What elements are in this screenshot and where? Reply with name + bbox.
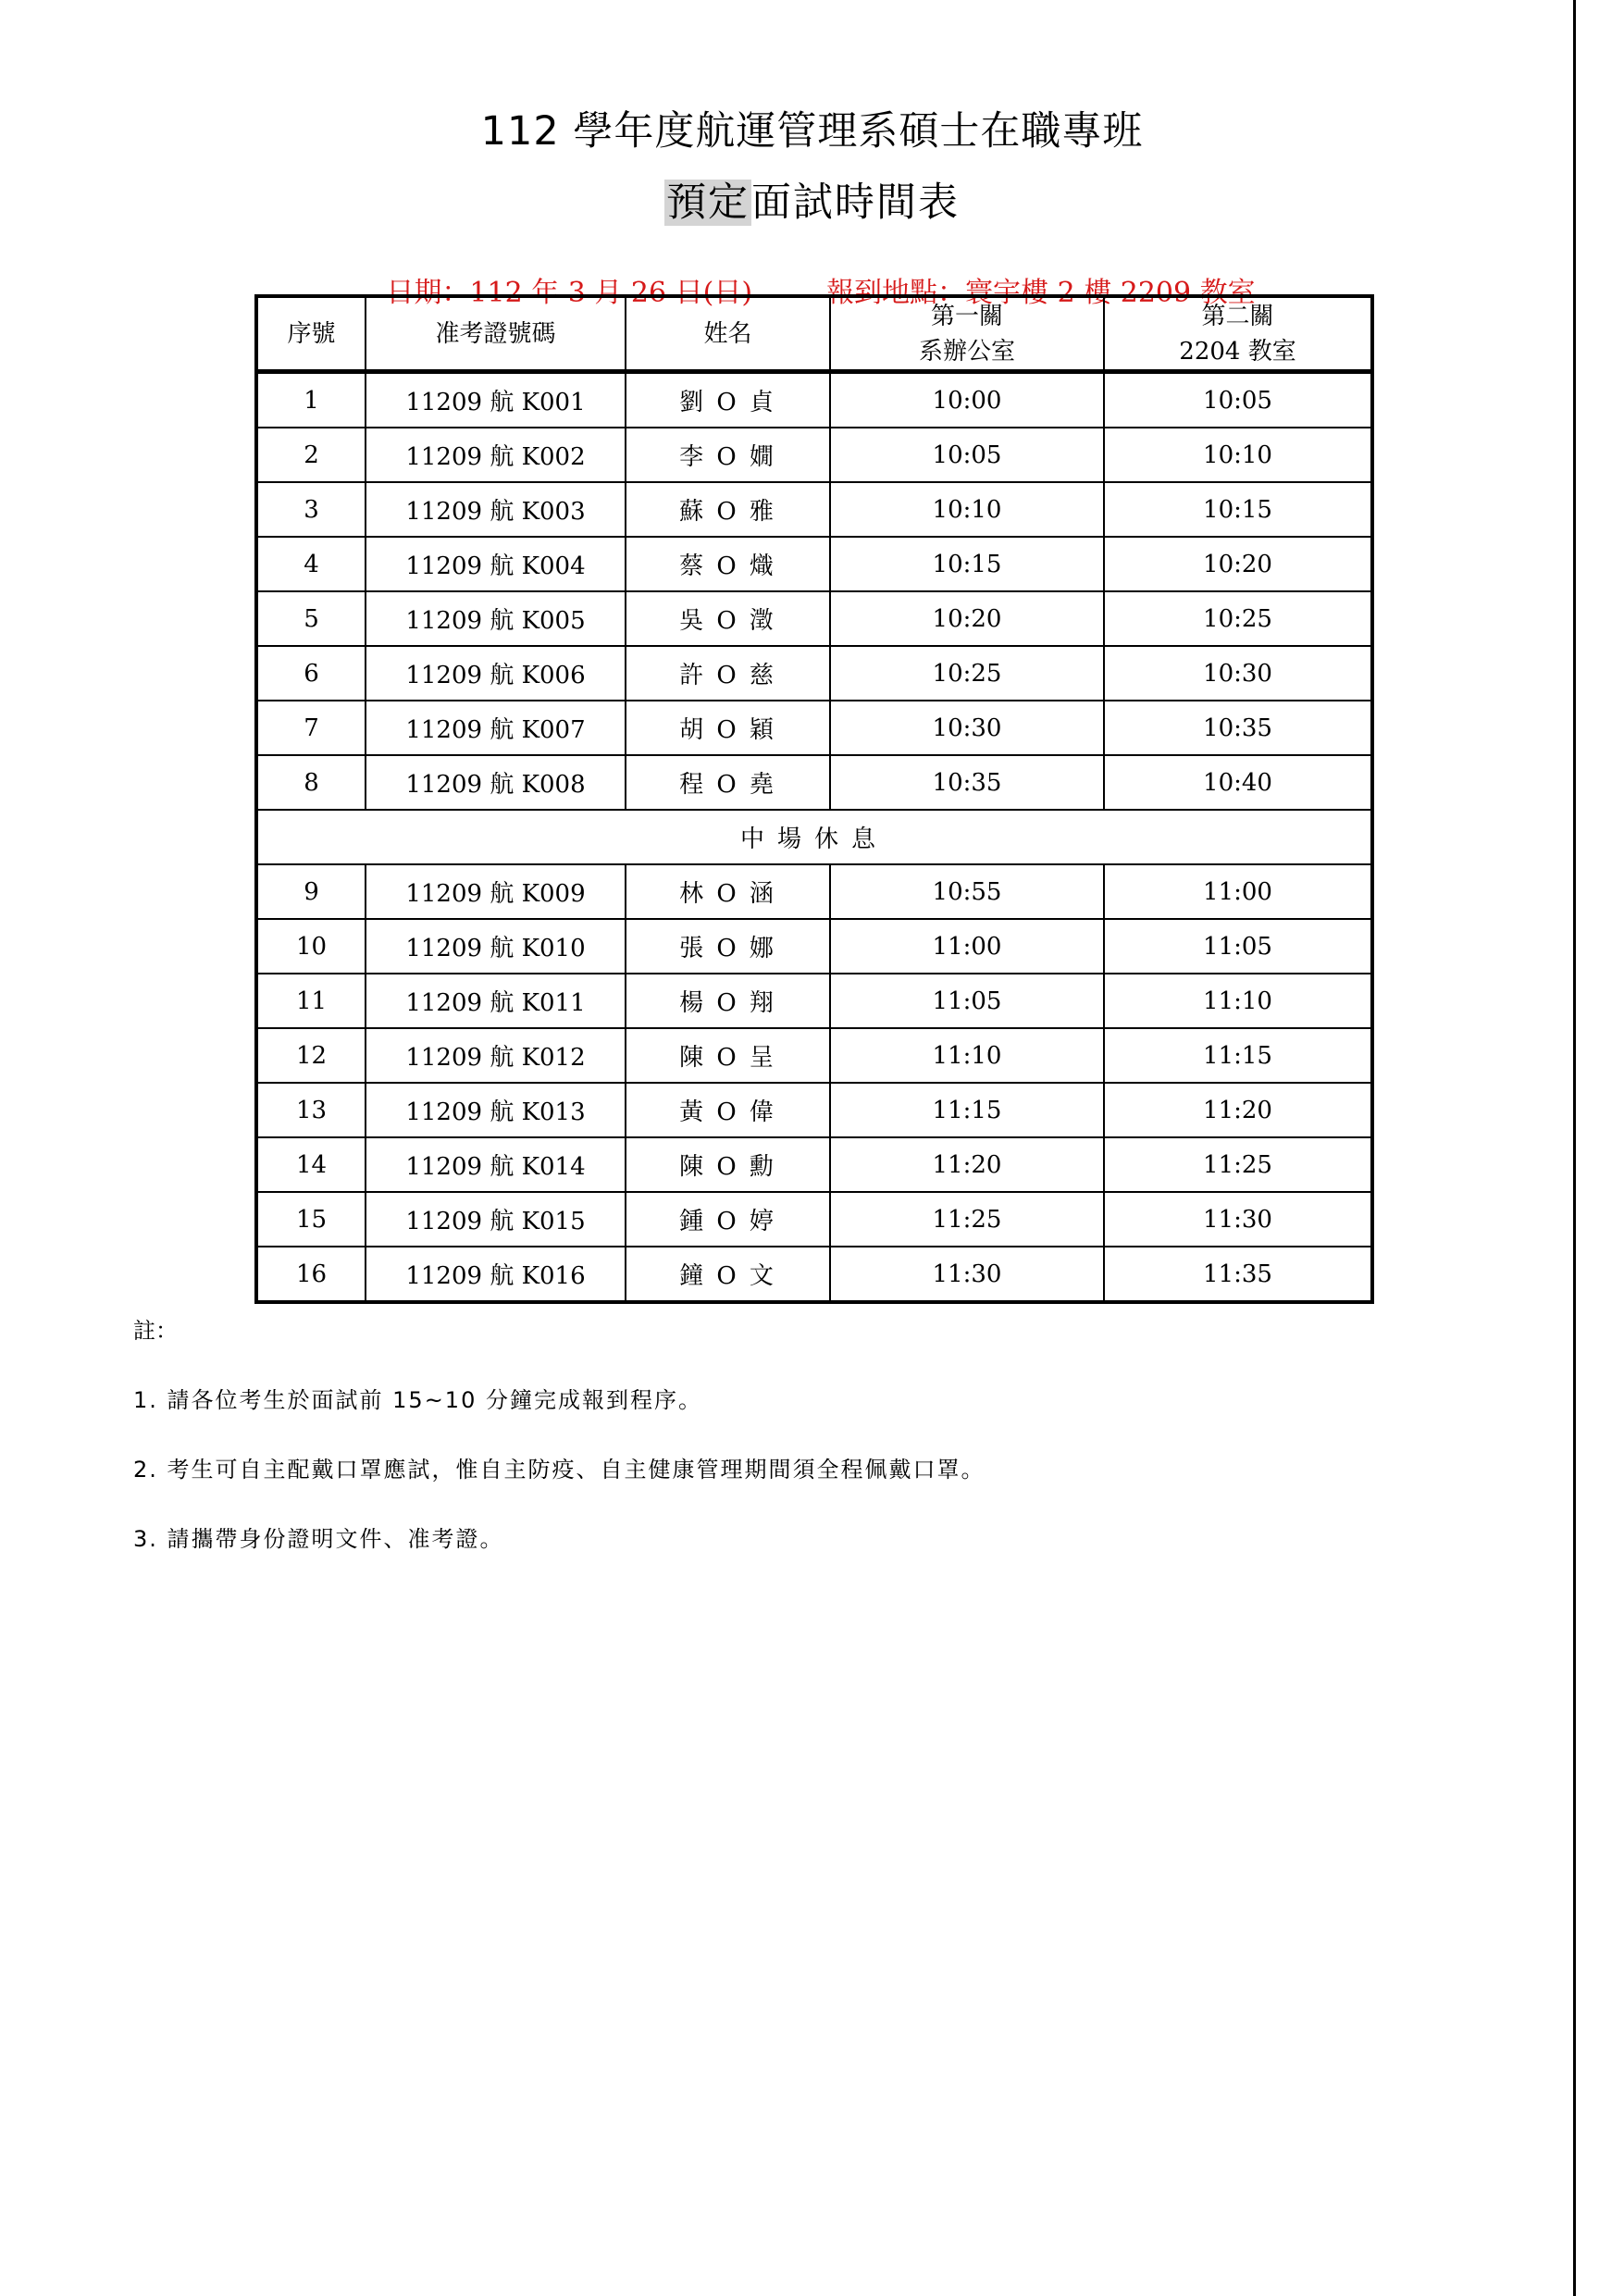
cell-name: 黃 O 偉 [626,1083,830,1137]
interview-schedule-table [254,294,1374,1304]
header-stage1 [830,296,1104,372]
cell-seq: 3 [256,482,366,537]
cell-seq: 5 [256,591,366,646]
cell-stage2-time: 10:35 [1104,701,1372,755]
cell-stage2-time: 10:40 [1104,755,1372,810]
cell-name: 林 O 涵 [626,864,830,919]
cell-stage1-time: 11:25 [830,1192,1104,1247]
cell-stage1-time: 10:35 [830,755,1104,810]
table-row [256,1192,1372,1247]
notes-heading: 註： [133,1318,178,1344]
cell-stage2-time: 10:30 [1104,646,1372,701]
cell-stage1-time: 11:00 [830,919,1104,974]
table-row [256,864,1372,919]
document-subtitle [0,171,1624,228]
break-label: 中場休息 [256,810,1372,864]
table-row [256,701,1372,755]
table-row [256,1083,1372,1137]
table-row [256,428,1372,482]
table-body [256,372,1372,1303]
break-row [256,810,1372,864]
table-row [256,646,1372,701]
cell-exam-id: 11209 航 K009 [366,864,626,919]
cell-exam-id: 11209 航 K016 [366,1247,626,1302]
table-row [256,755,1372,810]
table-row [256,482,1372,537]
cell-stage1-time: 11:30 [830,1247,1104,1302]
cell-name: 鍾 O 婷 [626,1192,830,1247]
table-row [256,372,1372,428]
table-row [256,1247,1372,1302]
table-header-row [256,296,1372,372]
cell-exam-id: 11209 航 K005 [366,591,626,646]
cell-name: 許 O 慈 [626,646,830,701]
cell-seq: 13 [256,1083,366,1137]
cell-exam-id: 11209 航 K010 [366,919,626,974]
cell-name: 陳 O 勳 [626,1137,830,1192]
cell-seq: 6 [256,646,366,701]
subtitle-highlight: 預定 [666,180,750,226]
document-title: 112 學年度航運管理系碩士在職專班 [480,108,1144,155]
cell-seq: 8 [256,755,366,810]
cell-stage2-time: 11:35 [1104,1247,1372,1302]
cell-exam-id: 11209 航 K011 [366,974,626,1028]
cell-exam-id: 11209 航 K002 [366,428,626,482]
check-in-location: 報到地點：寰宇樓 2 樓 2209 教室 [826,277,1256,309]
cell-exam-id: 11209 航 K004 [366,537,626,591]
table-row [256,591,1372,646]
table-row [256,537,1372,591]
cell-stage2-time: 10:10 [1104,428,1372,482]
cell-stage2-time: 11:20 [1104,1083,1372,1137]
cell-stage1-time: 10:05 [830,428,1104,482]
cell-seq: 4 [256,537,366,591]
cell-stage1-time: 11:05 [830,974,1104,1028]
header-seq: 序號 [256,296,366,372]
cell-stage1-time: 10:25 [830,646,1104,701]
exam-date: 日期：112 年 3 月 26 日(日) [386,277,753,309]
cell-stage2-time: 10:15 [1104,482,1372,537]
cell-stage2-time: 10:20 [1104,537,1372,591]
header-stage1-room: 系辦公室 [918,337,1015,366]
cell-stage2-time: 10:05 [1104,372,1372,428]
cell-exam-id: 11209 航 K013 [366,1083,626,1137]
note-item-1: 1. 請各位考生於面試前 15~10 分鐘完成報到程序。 [133,1387,702,1413]
cell-seq: 11 [256,974,366,1028]
cell-stage2-time: 11:00 [1104,864,1372,919]
cell-stage1-time: 10:20 [830,591,1104,646]
cell-stage2-time: 11:10 [1104,974,1372,1028]
table-row [256,974,1372,1028]
cell-name: 李 O 嫺 [626,428,830,482]
header-stage2-room: 2204 教室 [1179,337,1296,366]
cell-stage1-time: 11:10 [830,1028,1104,1083]
cell-seq: 14 [256,1137,366,1192]
cell-stage1-time: 10:55 [830,864,1104,919]
cell-seq: 2 [256,428,366,482]
cell-stage2-time: 11:30 [1104,1192,1372,1247]
cell-seq: 16 [256,1247,366,1302]
table-row [256,919,1372,974]
cell-exam-id: 11209 航 K015 [366,1192,626,1247]
header-stage1-title: 第一關 [930,302,1003,330]
cell-exam-id: 11209 航 K006 [366,646,626,701]
cell-name: 蘇 O 雅 [626,482,830,537]
cell-stage1-time: 10:00 [830,372,1104,428]
header-stage2-title: 第二關 [1201,302,1274,330]
note-item-2: 2. 考生可自主配戴口罩應試，惟自主防疫、自主健康管理期間須全程佩戴口罩。 [133,1457,986,1483]
cell-exam-id: 11209 航 K003 [366,482,626,537]
cell-seq: 7 [256,701,366,755]
cell-stage2-time: 10:25 [1104,591,1372,646]
cell-seq: 10 [256,919,366,974]
cell-exam-id: 11209 航 K008 [366,755,626,810]
cell-stage1-time: 10:30 [830,701,1104,755]
cell-name: 劉 O 貞 [626,372,830,428]
cell-name: 楊 O 翔 [626,974,830,1028]
cell-name: 蔡 O 熾 [626,537,830,591]
cell-exam-id: 11209 航 K014 [366,1137,626,1192]
header-exam-id: 准考證號碼 [366,296,626,372]
cell-seq: 9 [256,864,366,919]
cell-seq: 1 [256,372,366,428]
cell-exam-id: 11209 航 K012 [366,1028,626,1083]
note-item-3: 3. 請攜帶身份證明文件、准考證。 [133,1526,504,1552]
cell-stage1-time: 11:15 [830,1083,1104,1137]
header-name: 姓名 [626,296,830,372]
table-row [256,1137,1372,1192]
cell-exam-id: 11209 航 K001 [366,372,626,428]
cell-seq: 15 [256,1192,366,1247]
cell-name: 程 O 堯 [626,755,830,810]
cell-stage2-time: 11:05 [1104,919,1372,974]
cell-stage2-time: 11:15 [1104,1028,1372,1083]
subtitle-rest: 面試時間表 [751,180,960,226]
cell-stage1-time: 11:20 [830,1137,1104,1192]
cell-name: 鐘 O 文 [626,1247,830,1302]
cell-exam-id: 11209 航 K007 [366,701,626,755]
cell-stage2-time: 11:25 [1104,1137,1372,1192]
table-row [256,1028,1372,1083]
cell-name: 張 O 娜 [626,919,830,974]
cell-seq: 12 [256,1028,366,1083]
cell-stage1-time: 10:10 [830,482,1104,537]
page-right-border [1573,0,1576,2296]
cell-name: 吳 O 澂 [626,591,830,646]
cell-name: 胡 O 穎 [626,701,830,755]
cell-name: 陳 O 呈 [626,1028,830,1083]
cell-stage1-time: 10:15 [830,537,1104,591]
header-stage2 [1104,296,1372,372]
